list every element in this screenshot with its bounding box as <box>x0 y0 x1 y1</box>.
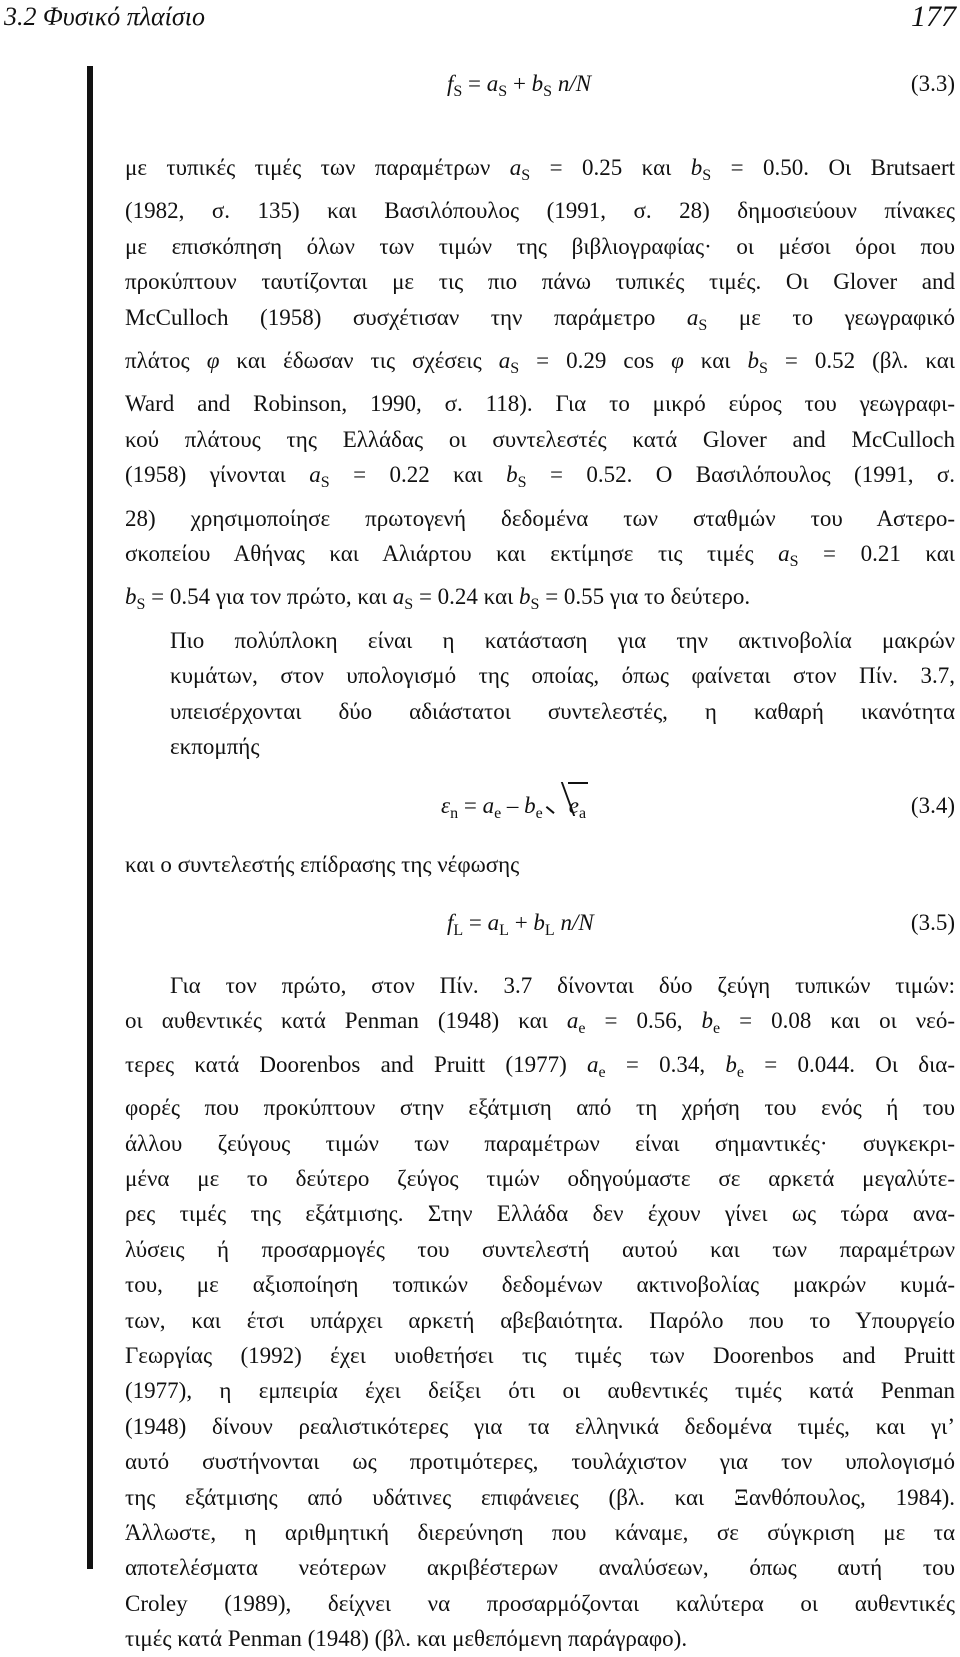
paragraph <box>125 150 955 623</box>
equation-number: (3.4) <box>910 792 955 818</box>
text-line: McCulloch (1958) συσχέτισαν την παράμετρο $a_S$ με το γεωγραφικό <box>125 304 955 334</box>
text-line: τιμές κατά Penman (1948) (βλ. και μεθεπόμενη παράγραφο). <box>125 1626 688 1652</box>
text-line: αυτό συστήνονται ως προτιμότερες, τουλάχιστον για τον υπολογισμό <box>125 1449 955 1475</box>
text-line: και ο συντελεστής επίδρασης της νέφωσης <box>125 851 520 877</box>
body-text <box>125 68 955 1657</box>
text-line: μένα με το δεύτερο ζεύγος τιμών οδηγούμαστε σε αρκετά μεγαλύτε- <box>125 1165 955 1191</box>
text-line: Πιο πολύπλοκη είναι η κατάσταση για την ακτινοβολία μακρών <box>170 627 955 653</box>
text-line: φορές που προκύπτουν στην εξάτμιση από τη χρήση του ενός ή του <box>125 1095 955 1121</box>
section-title: 3.2 Φυσικό πλαίσιο <box>4 2 205 31</box>
text-line: με τυπικές τιμές των παραμέτρων $a_S = 0.25$ και $b_S = 0.50$. Οι Brutsaert <box>125 155 955 184</box>
text-line: Άλλωστε, η αριθμητική διερεύνηση που κάναμε, σε σύγκριση με τα <box>125 1520 955 1545</box>
text-line: αποτελέσματα νεότερων ακριβέστερων αναλύσεων, όπως αυτή του <box>125 1555 955 1581</box>
text-line: λύσεις ή προσαρμογές του συντελεστή αυτού και των παραμέτρων <box>125 1236 955 1262</box>
text-line: κυμάτων, στον υπολογισμό της οποίας, όπως φαίνεται στον Πίν. 3.7, <box>170 663 955 689</box>
margin-rule <box>87 66 93 1569</box>
text-line: (1977), η εμπειρία έχει δείξει ότι οι αυθεντικές τιμές κατά Penman <box>125 1378 955 1404</box>
equation-number: (3.3) <box>910 71 955 96</box>
equation-body: $f_S = a_S + b_S$ n/N <box>447 71 592 100</box>
paragraph <box>125 623 955 765</box>
equation-body: $f_L = a_L + b_L$ n/N <box>447 909 594 939</box>
text-line: της εξάτμισης από υδάτινες επιφάνειες (βλ. και Ξανθόπουλος, 1984). <box>125 1484 955 1510</box>
text-line: Γεωργίας (1992) έχει υιοθετήσει τις τιμές των Doorenbos and Pruitt <box>125 1342 955 1368</box>
equation-3-4 <box>125 765 955 847</box>
page-number: 177 <box>911 0 956 33</box>
text-line: ρες τιμές της εξάτμισης. Στην Ελλάδα δεν έχουν γίνει ως τώρα ανα- <box>125 1201 955 1227</box>
text-line: οι αυθεντικές κατά Penman (1948) και $a_e = 0.56$, $b_e = 0.08$ και οι νεό- <box>125 1008 955 1038</box>
text-line: 28) χρησιμοποίησε πρωτογενή δεδομένα των σταθμών του Αστερο- <box>125 505 955 531</box>
text-line: υπεισέρχονται δύο αδιάστατοι συντελεστές, η καθαρή ικανότητα <box>170 698 955 724</box>
text-line: Croley (1989), δείχνει να προσαρμόζονται καλύτερα οι αυθεντικές <box>125 1590 955 1616</box>
equation-3-5 <box>125 882 955 964</box>
text-line: (1958) γίνονται $a_S = 0.22$ και $b_S = 0.52$. Ο Βασιλόπουλος (1991, σ. <box>125 462 955 492</box>
text-line: με επισκόπηση όλων των τιμών της βιβλιογραφίας· οι μέσοι όροι που <box>125 233 955 259</box>
square-root-sign: $e_a$ <box>547 788 586 831</box>
page-header <box>0 0 960 40</box>
equation-body: $\varepsilon_n = a_e - b_e$ $e_a$ <box>441 788 586 831</box>
text-line: κού πλάτους της Ελλάδας οι συντελεστές κατά Glover and McCulloch <box>125 426 955 452</box>
text-line: πλάτος φ και έδωσαν τις σχέσεις $a_S = 0.29$ cos φ και $b_S = 0.52$ (βλ. και <box>125 348 956 378</box>
text-line: (1948) δίνουν ρεαλιστικότερες για τα ελληνικά δεδομένα τιμές, και γι’ <box>125 1413 955 1439</box>
text-line: του, με αξιοποίηση τοπικών δεδομένων ακτινοβολίας μακρών κυμά- <box>125 1272 955 1298</box>
text-line: των, και έτσι υπάρχει αρκετή αβεβαιότητα. Παρόλο που το Υπουργείο <box>125 1307 955 1333</box>
text-line: άλλου ζεύγους τιμών των παραμέτρων είναι σημαντικές· συγκεκρι- <box>125 1130 955 1156</box>
paragraph <box>125 968 955 1657</box>
text-line: σκοπείου Αθήνας και Αλιάρτου και εκτίμησε τις τιμές $a_S = 0.21$ και <box>125 541 955 571</box>
equation-number: (3.5) <box>910 909 955 935</box>
text-line: Ward and Robinson, 1990, σ. 118). Για το μικρό εύρος του γεωγραφι- <box>125 391 955 417</box>
equation-3-3 <box>125 68 955 150</box>
text-line: Για τον πρώτο, στον Πίν. 3.7 δίνονται δύο ζεύγη τυπικών τιμών: <box>170 972 955 998</box>
text-line: εκπομπής <box>170 734 260 760</box>
text-line: τερες κατά Doorenbos and Pruitt (1977) $a_e = 0.34$, $b_e = 0.044$. Οι δια- <box>125 1051 955 1081</box>
paragraph <box>125 847 955 882</box>
text-line: προκύπτουν ταυτίζονται με τις πιο πάνω τυπικές τιμές. Οι Glover and <box>125 269 955 295</box>
text-line: (1982, σ. 135) και Βασιλόπουλος (1991, σ. 28) δημοσιεύουν πίνακες <box>125 198 955 224</box>
text-line: $b_S = 0.54$ για τον πρώτο, και $a_S = 0.24$ και $b_S = 0.55$ για το δεύτερο. <box>125 584 751 614</box>
